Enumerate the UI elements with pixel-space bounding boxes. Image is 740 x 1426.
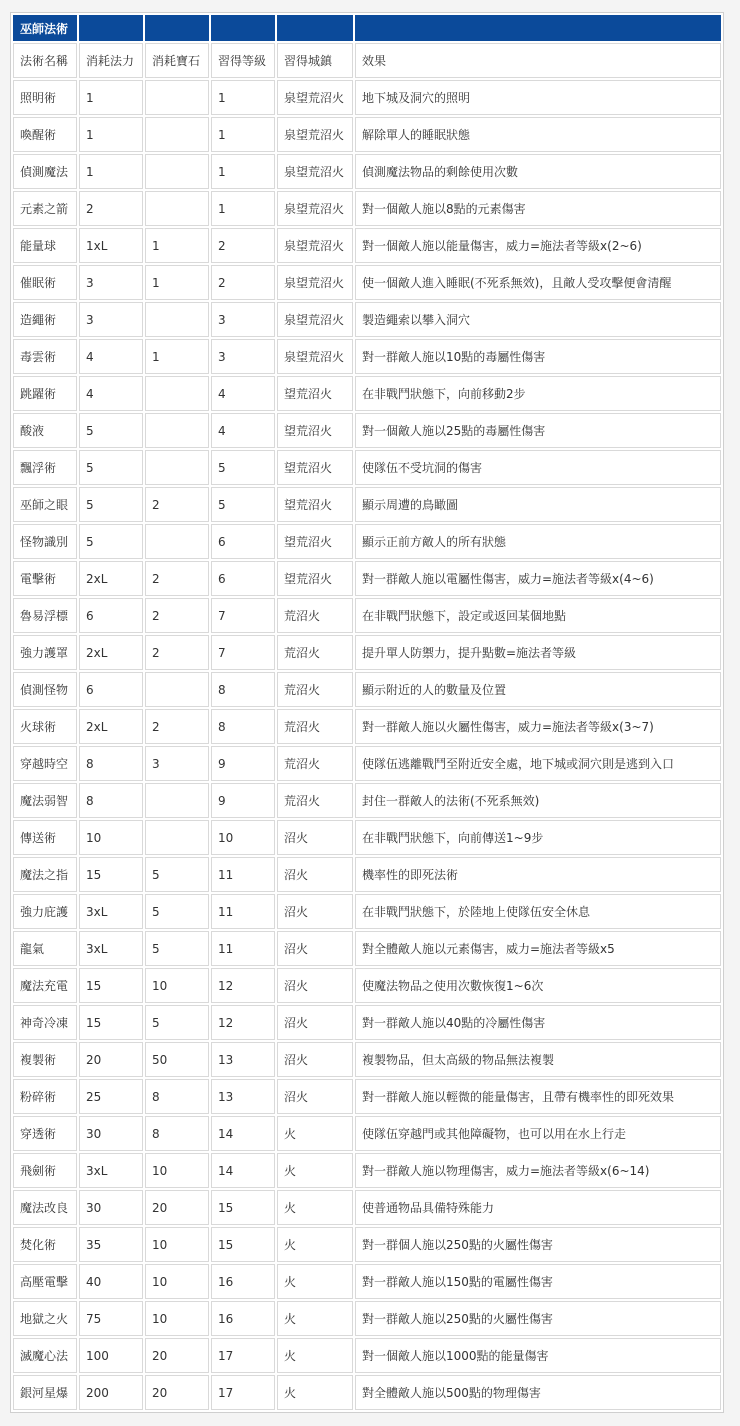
learn-level-cell: 6 xyxy=(211,524,275,559)
learn-level-cell: 17 xyxy=(211,1338,275,1373)
table-row xyxy=(13,1116,721,1151)
learn-level-cell: 15 xyxy=(211,1227,275,1262)
effect-cell: 偵測魔法物品的剩餘使用次數 xyxy=(355,154,721,189)
learn-town-cell: 火 xyxy=(277,1153,353,1188)
table-row xyxy=(13,1190,721,1225)
table-row xyxy=(13,1153,721,1188)
learn-town-cell: 沼火 xyxy=(277,968,353,1003)
spell-name-cell: 魔法改良 xyxy=(13,1190,77,1225)
effect-cell: 在非戰鬥狀態下，向前移動2步 xyxy=(355,376,721,411)
mana-cost-cell: 6 xyxy=(79,672,143,707)
gem-cost-cell: 10 xyxy=(145,1264,209,1299)
mana-cost-cell: 6 xyxy=(79,598,143,633)
effect-cell: 複製物品，但太高級的物品無法複製 xyxy=(355,1042,721,1077)
learn-town-cell: 荒沼火 xyxy=(277,635,353,670)
gem-cost-cell xyxy=(145,672,209,707)
effect-cell: 對全體敵人施以500點的物理傷害 xyxy=(355,1375,721,1410)
learn-town-cell: 沼火 xyxy=(277,1005,353,1040)
effect-cell: 對一群敵人施以物理傷害，威力=施法者等級x(6~14) xyxy=(355,1153,721,1188)
spell-name-cell: 傳送術 xyxy=(13,820,77,855)
header-gem-cost: 消耗寶石 xyxy=(145,43,209,78)
learn-town-cell: 望荒沼火 xyxy=(277,376,353,411)
spell-name-cell: 魯易浮標 xyxy=(13,598,77,633)
table-row xyxy=(13,228,721,263)
spell-name-cell: 龍氣 xyxy=(13,931,77,966)
mana-cost-cell: 15 xyxy=(79,857,143,892)
table-row xyxy=(13,413,721,448)
mana-cost-cell: 2xL xyxy=(79,561,143,596)
effect-cell: 對一群個人施以250點的火屬性傷害 xyxy=(355,1227,721,1262)
mana-cost-cell: 3xL xyxy=(79,894,143,929)
table-row xyxy=(13,561,721,596)
effect-cell: 對一群敵人施以輕微的能量傷害，且帶有機率性的即死效果 xyxy=(355,1079,721,1114)
effect-cell: 地下城及洞穴的照明 xyxy=(355,80,721,115)
effect-cell: 對一群敵人施以40點的冷屬性傷害 xyxy=(355,1005,721,1040)
learn-level-cell: 2 xyxy=(211,265,275,300)
table-row xyxy=(13,339,721,374)
gem-cost-cell: 2 xyxy=(145,635,209,670)
table-row xyxy=(13,820,721,855)
mana-cost-cell: 1 xyxy=(79,154,143,189)
spell-name-cell: 強力庇護 xyxy=(13,894,77,929)
title-blank-cell xyxy=(145,15,209,41)
learn-town-cell: 望荒沼火 xyxy=(277,413,353,448)
gem-cost-cell: 20 xyxy=(145,1375,209,1410)
effect-cell: 機率性的即死法術 xyxy=(355,857,721,892)
learn-town-cell: 泉望荒沼火 xyxy=(277,191,353,226)
spell-name-cell: 酸液 xyxy=(13,413,77,448)
table-row xyxy=(13,1227,721,1262)
effect-cell: 對一個敵人施以能量傷害，威力=施法者等級x(2~6) xyxy=(355,228,721,263)
learn-level-cell: 8 xyxy=(211,709,275,744)
spell-name-cell: 穿越時空 xyxy=(13,746,77,781)
spell-table-frame xyxy=(10,12,724,1413)
learn-town-cell: 荒沼火 xyxy=(277,783,353,818)
spell-name-cell: 元素之箭 xyxy=(13,191,77,226)
table-row xyxy=(13,1375,721,1410)
learn-level-cell: 12 xyxy=(211,1005,275,1040)
spell-name-cell: 電擊術 xyxy=(13,561,77,596)
learn-town-cell: 火 xyxy=(277,1116,353,1151)
gem-cost-cell xyxy=(145,413,209,448)
table-row xyxy=(13,1079,721,1114)
title-blank-cell xyxy=(79,15,143,41)
spell-name-cell: 照明術 xyxy=(13,80,77,115)
mana-cost-cell: 1 xyxy=(79,117,143,152)
effect-cell: 對一群敵人施以150點的電屬性傷害 xyxy=(355,1264,721,1299)
learn-level-cell: 15 xyxy=(211,1190,275,1225)
mana-cost-cell: 5 xyxy=(79,450,143,485)
learn-town-cell: 泉望荒沼火 xyxy=(277,228,353,263)
mana-cost-cell: 3 xyxy=(79,265,143,300)
gem-cost-cell: 10 xyxy=(145,1227,209,1262)
spell-name-cell: 催眠術 xyxy=(13,265,77,300)
effect-cell: 使一個敵人進入睡眠(不死系無效)，且敵人受攻擊便會清醒 xyxy=(355,265,721,300)
effect-cell: 對一群敵人施以火屬性傷害，威力=施法者等級x(3~7) xyxy=(355,709,721,744)
gem-cost-cell: 10 xyxy=(145,968,209,1003)
learn-town-cell: 火 xyxy=(277,1264,353,1299)
effect-cell: 顯示正前方敵人的所有狀態 xyxy=(355,524,721,559)
mana-cost-cell: 2xL xyxy=(79,635,143,670)
spell-name-cell: 怪物識別 xyxy=(13,524,77,559)
mana-cost-cell: 10 xyxy=(79,820,143,855)
learn-town-cell: 沼火 xyxy=(277,1079,353,1114)
gem-cost-cell xyxy=(145,450,209,485)
mana-cost-cell: 40 xyxy=(79,1264,143,1299)
effect-cell: 對一群敵人施以10點的毒屬性傷害 xyxy=(355,339,721,374)
effect-cell: 使魔法物品之使用次數恢復1~6次 xyxy=(355,968,721,1003)
gem-cost-cell: 1 xyxy=(145,339,209,374)
spell-name-cell: 火球術 xyxy=(13,709,77,744)
gem-cost-cell: 50 xyxy=(145,1042,209,1077)
gem-cost-cell xyxy=(145,376,209,411)
learn-town-cell: 火 xyxy=(277,1190,353,1225)
title-blank-cell xyxy=(355,15,721,41)
gem-cost-cell: 2 xyxy=(145,709,209,744)
learn-town-cell: 沼火 xyxy=(277,820,353,855)
mana-cost-cell: 1 xyxy=(79,80,143,115)
mana-cost-cell: 5 xyxy=(79,413,143,448)
learn-town-cell: 泉望荒沼火 xyxy=(277,80,353,115)
gem-cost-cell: 5 xyxy=(145,894,209,929)
spell-name-cell: 滅魔心法 xyxy=(13,1338,77,1373)
header-learn-town: 習得城鎮 xyxy=(277,43,353,78)
gem-cost-cell: 2 xyxy=(145,598,209,633)
mana-cost-cell: 3xL xyxy=(79,931,143,966)
table-title: 巫師法術 xyxy=(13,15,77,41)
gem-cost-cell: 8 xyxy=(145,1116,209,1151)
mana-cost-cell: 3 xyxy=(79,302,143,337)
spell-name-cell: 喚醒術 xyxy=(13,117,77,152)
effect-cell: 解除單人的睡眠狀態 xyxy=(355,117,721,152)
learn-level-cell: 4 xyxy=(211,413,275,448)
learn-level-cell: 11 xyxy=(211,857,275,892)
mana-cost-cell: 15 xyxy=(79,968,143,1003)
learn-level-cell: 16 xyxy=(211,1264,275,1299)
gem-cost-cell: 8 xyxy=(145,1079,209,1114)
header-mana-cost: 消耗法力 xyxy=(79,43,143,78)
table-row xyxy=(13,191,721,226)
spell-name-cell: 神奇冷凍 xyxy=(13,1005,77,1040)
gem-cost-cell xyxy=(145,820,209,855)
table-row xyxy=(13,524,721,559)
learn-level-cell: 17 xyxy=(211,1375,275,1410)
mana-cost-cell: 15 xyxy=(79,1005,143,1040)
learn-level-cell: 1 xyxy=(211,80,275,115)
mana-cost-cell: 30 xyxy=(79,1190,143,1225)
spell-rows xyxy=(13,80,721,1410)
gem-cost-cell: 5 xyxy=(145,931,209,966)
learn-level-cell: 14 xyxy=(211,1153,275,1188)
learn-level-cell: 11 xyxy=(211,894,275,929)
spell-name-cell: 造繩術 xyxy=(13,302,77,337)
learn-town-cell: 火 xyxy=(277,1301,353,1336)
learn-level-cell: 5 xyxy=(211,487,275,522)
gem-cost-cell xyxy=(145,154,209,189)
gem-cost-cell xyxy=(145,302,209,337)
table-row xyxy=(13,746,721,781)
mana-cost-cell: 3xL xyxy=(79,1153,143,1188)
mana-cost-cell: 8 xyxy=(79,746,143,781)
learn-level-cell: 4 xyxy=(211,376,275,411)
learn-level-cell: 9 xyxy=(211,783,275,818)
table-row xyxy=(13,1005,721,1040)
table-row xyxy=(13,154,721,189)
learn-level-cell: 16 xyxy=(211,1301,275,1336)
table-row xyxy=(13,117,721,152)
effect-cell: 提升單人防禦力，提升點數=施法者等級 xyxy=(355,635,721,670)
mana-cost-cell: 5 xyxy=(79,487,143,522)
table-row xyxy=(13,857,721,892)
mana-cost-cell: 5 xyxy=(79,524,143,559)
column-header-row xyxy=(13,43,721,78)
effect-cell: 對一個敵人施以25點的毒屬性傷害 xyxy=(355,413,721,448)
mana-cost-cell: 30 xyxy=(79,1116,143,1151)
effect-cell: 在非戰鬥狀態下，於陸地上使隊伍安全休息 xyxy=(355,894,721,929)
table-row xyxy=(13,783,721,818)
learn-level-cell: 9 xyxy=(211,746,275,781)
learn-level-cell: 12 xyxy=(211,968,275,1003)
spell-name-cell: 穿透術 xyxy=(13,1116,77,1151)
learn-town-cell: 泉望荒沼火 xyxy=(277,302,353,337)
table-row xyxy=(13,376,721,411)
mana-cost-cell: 8 xyxy=(79,783,143,818)
table-row xyxy=(13,709,721,744)
effect-cell: 對一個敵人施以1000點的能量傷害 xyxy=(355,1338,721,1373)
mana-cost-cell: 2 xyxy=(79,191,143,226)
mana-cost-cell: 75 xyxy=(79,1301,143,1336)
spell-name-cell: 地獄之火 xyxy=(13,1301,77,1336)
effect-cell: 在非戰鬥狀態下，設定或返回某個地點 xyxy=(355,598,721,633)
table-row xyxy=(13,1264,721,1299)
gem-cost-cell: 5 xyxy=(145,857,209,892)
table-row xyxy=(13,635,721,670)
learn-level-cell: 14 xyxy=(211,1116,275,1151)
table-row xyxy=(13,80,721,115)
learn-town-cell: 望荒沼火 xyxy=(277,487,353,522)
table-title-row xyxy=(13,15,721,41)
gem-cost-cell xyxy=(145,524,209,559)
mana-cost-cell: 100 xyxy=(79,1338,143,1373)
mana-cost-cell: 1xL xyxy=(79,228,143,263)
spell-name-cell: 飄浮術 xyxy=(13,450,77,485)
learn-level-cell: 2 xyxy=(211,228,275,263)
learn-level-cell: 6 xyxy=(211,561,275,596)
spell-name-cell: 能量球 xyxy=(13,228,77,263)
learn-town-cell: 望荒沼火 xyxy=(277,450,353,485)
mana-cost-cell: 20 xyxy=(79,1042,143,1077)
spell-name-cell: 魔法之指 xyxy=(13,857,77,892)
table-row xyxy=(13,265,721,300)
table-row xyxy=(13,487,721,522)
effect-cell: 在非戰鬥狀態下，向前傳送1~9步 xyxy=(355,820,721,855)
learn-town-cell: 望荒沼火 xyxy=(277,561,353,596)
title-blank-cell xyxy=(211,15,275,41)
effect-cell: 使隊伍逃離戰鬥至附近安全處，地下城或洞穴則是逃到入口 xyxy=(355,746,721,781)
learn-town-cell: 荒沼火 xyxy=(277,746,353,781)
mana-cost-cell: 200 xyxy=(79,1375,143,1410)
effect-cell: 使普通物品具備特殊能力 xyxy=(355,1190,721,1225)
learn-town-cell: 泉望荒沼火 xyxy=(277,339,353,374)
learn-level-cell: 5 xyxy=(211,450,275,485)
gem-cost-cell xyxy=(145,117,209,152)
spell-name-cell: 魔法弱智 xyxy=(13,783,77,818)
effect-cell: 對一群敵人施以250點的火屬性傷害 xyxy=(355,1301,721,1336)
learn-town-cell: 荒沼火 xyxy=(277,672,353,707)
spell-name-cell: 巫師之眼 xyxy=(13,487,77,522)
table-row xyxy=(13,931,721,966)
gem-cost-cell: 1 xyxy=(145,228,209,263)
learn-level-cell: 13 xyxy=(211,1079,275,1114)
learn-level-cell: 7 xyxy=(211,598,275,633)
effect-cell: 使隊伍穿越門或其他障礙物，也可以用在水上行走 xyxy=(355,1116,721,1151)
table-row xyxy=(13,302,721,337)
learn-town-cell: 火 xyxy=(277,1227,353,1262)
table-row xyxy=(13,672,721,707)
gem-cost-cell: 2 xyxy=(145,487,209,522)
spell-name-cell: 偵測魔法 xyxy=(13,154,77,189)
learn-level-cell: 8 xyxy=(211,672,275,707)
learn-level-cell: 3 xyxy=(211,302,275,337)
title-blank-cell xyxy=(277,15,353,41)
gem-cost-cell xyxy=(145,80,209,115)
header-effect: 效果 xyxy=(355,43,721,78)
gem-cost-cell: 10 xyxy=(145,1301,209,1336)
spell-name-cell: 跳躍術 xyxy=(13,376,77,411)
learn-town-cell: 沼火 xyxy=(277,931,353,966)
effect-cell: 顯示周遭的鳥瞰圖 xyxy=(355,487,721,522)
gem-cost-cell xyxy=(145,191,209,226)
spell-name-cell: 魔法充電 xyxy=(13,968,77,1003)
learn-town-cell: 火 xyxy=(277,1375,353,1410)
learn-level-cell: 1 xyxy=(211,154,275,189)
learn-town-cell: 泉望荒沼火 xyxy=(277,154,353,189)
spell-name-cell: 高壓電擊 xyxy=(13,1264,77,1299)
spell-name-cell: 粉碎術 xyxy=(13,1079,77,1114)
effect-cell: 封住一群敵人的法術(不死系無效) xyxy=(355,783,721,818)
gem-cost-cell: 3 xyxy=(145,746,209,781)
effect-cell: 對一個敵人施以8點的元素傷害 xyxy=(355,191,721,226)
header-spell-name: 法術名稱 xyxy=(13,43,77,78)
learn-town-cell: 火 xyxy=(277,1338,353,1373)
table-row xyxy=(13,968,721,1003)
header-learn-level: 習得等級 xyxy=(211,43,275,78)
gem-cost-cell xyxy=(145,783,209,818)
mana-cost-cell: 25 xyxy=(79,1079,143,1114)
spell-name-cell: 銀河星爆 xyxy=(13,1375,77,1410)
learn-town-cell: 沼火 xyxy=(277,894,353,929)
effect-cell: 顯示附近的人的數量及位置 xyxy=(355,672,721,707)
learn-town-cell: 泉望荒沼火 xyxy=(277,117,353,152)
learn-town-cell: 荒沼火 xyxy=(277,709,353,744)
learn-level-cell: 1 xyxy=(211,117,275,152)
learn-town-cell: 荒沼火 xyxy=(277,598,353,633)
spell-name-cell: 強力護罩 xyxy=(13,635,77,670)
table-row xyxy=(13,1301,721,1336)
spell-name-cell: 偵測怪物 xyxy=(13,672,77,707)
mana-cost-cell: 4 xyxy=(79,339,143,374)
gem-cost-cell: 1 xyxy=(145,265,209,300)
learn-level-cell: 3 xyxy=(211,339,275,374)
spell-name-cell: 毒雲術 xyxy=(13,339,77,374)
gem-cost-cell: 10 xyxy=(145,1153,209,1188)
learn-level-cell: 11 xyxy=(211,931,275,966)
learn-level-cell: 10 xyxy=(211,820,275,855)
spell-name-cell: 焚化術 xyxy=(13,1227,77,1262)
gem-cost-cell: 2 xyxy=(145,561,209,596)
table-row xyxy=(13,1042,721,1077)
learn-town-cell: 沼火 xyxy=(277,1042,353,1077)
spell-name-cell: 飛劍術 xyxy=(13,1153,77,1188)
learn-town-cell: 泉望荒沼火 xyxy=(277,265,353,300)
learn-town-cell: 望荒沼火 xyxy=(277,524,353,559)
mana-cost-cell: 4 xyxy=(79,376,143,411)
learn-level-cell: 7 xyxy=(211,635,275,670)
table-row xyxy=(13,894,721,929)
table-row xyxy=(13,598,721,633)
mana-cost-cell: 2xL xyxy=(79,709,143,744)
spell-name-cell: 複製術 xyxy=(13,1042,77,1077)
learn-level-cell: 1 xyxy=(211,191,275,226)
mana-cost-cell: 35 xyxy=(79,1227,143,1262)
gem-cost-cell: 20 xyxy=(145,1190,209,1225)
table-row xyxy=(13,1338,721,1373)
learn-level-cell: 13 xyxy=(211,1042,275,1077)
gem-cost-cell: 20 xyxy=(145,1338,209,1373)
effect-cell: 製造繩索以攀入洞穴 xyxy=(355,302,721,337)
gem-cost-cell: 5 xyxy=(145,1005,209,1040)
learn-town-cell: 沼火 xyxy=(277,857,353,892)
effect-cell: 對全體敵人施以元素傷害，威力=施法者等級x5 xyxy=(355,931,721,966)
wizard-spell-table xyxy=(10,12,724,1413)
effect-cell: 對一群敵人施以電屬性傷害，威力=施法者等級x(4~6) xyxy=(355,561,721,596)
table-row xyxy=(13,450,721,485)
effect-cell: 使隊伍不受坑洞的傷害 xyxy=(355,450,721,485)
